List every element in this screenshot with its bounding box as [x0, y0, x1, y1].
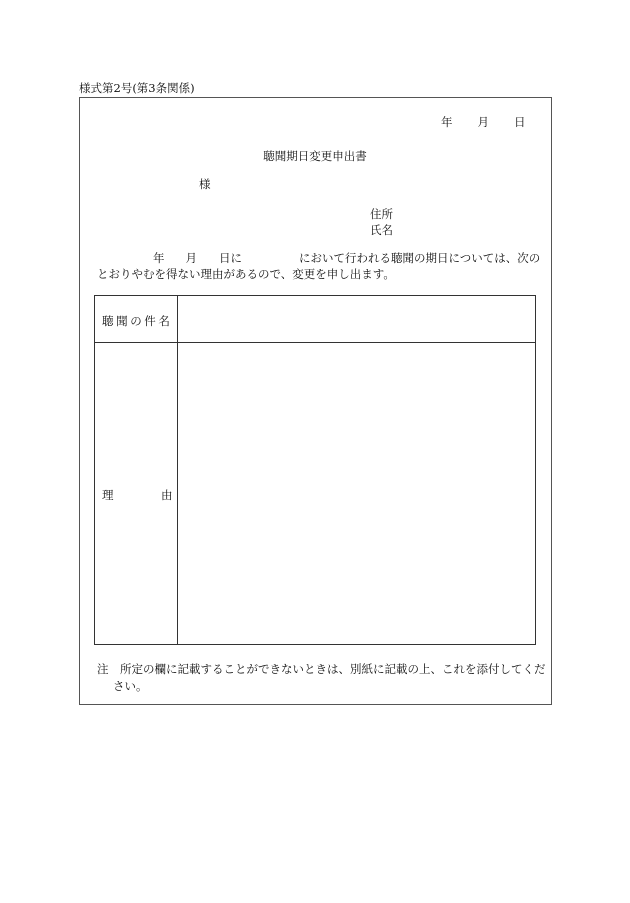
body-month: 月 [185, 251, 197, 265]
date-year: 年 [441, 115, 453, 129]
date-line [441, 114, 526, 130]
document-title: 聴聞期日変更申出書 [263, 149, 367, 163]
case-name-label: 聴聞の件名 [102, 314, 173, 328]
date-month: 月 [477, 115, 489, 129]
request-table [94, 295, 536, 645]
body-year: 年 [153, 251, 165, 265]
date-day: 日 [514, 115, 526, 129]
body-day: 日に [219, 251, 242, 265]
body-line-1-text: において行われる聴聞の期日については、次の [299, 251, 541, 265]
reason-label-char-1: 理 [102, 488, 114, 502]
name-label: 氏名 [370, 223, 393, 237]
address-label: 住所 [370, 207, 393, 221]
body-line-2: とおりやむを得ない理由があるので、変更を申し出ます。 [97, 267, 395, 281]
reason-label-char-2: 由 [161, 488, 173, 502]
body-line-1 [97, 250, 540, 266]
table-column-divider [177, 296, 178, 644]
note-line-1: 注 所定の欄に記載することができないときは、別紙に記載の上、これを添付してくだ [97, 662, 546, 676]
note-line-2: さい。 [113, 679, 148, 693]
addressee-honorific: 様 [199, 177, 211, 191]
table-row-divider [95, 342, 535, 343]
form-number-label: 様式第2号(第3条関係) [79, 81, 195, 95]
